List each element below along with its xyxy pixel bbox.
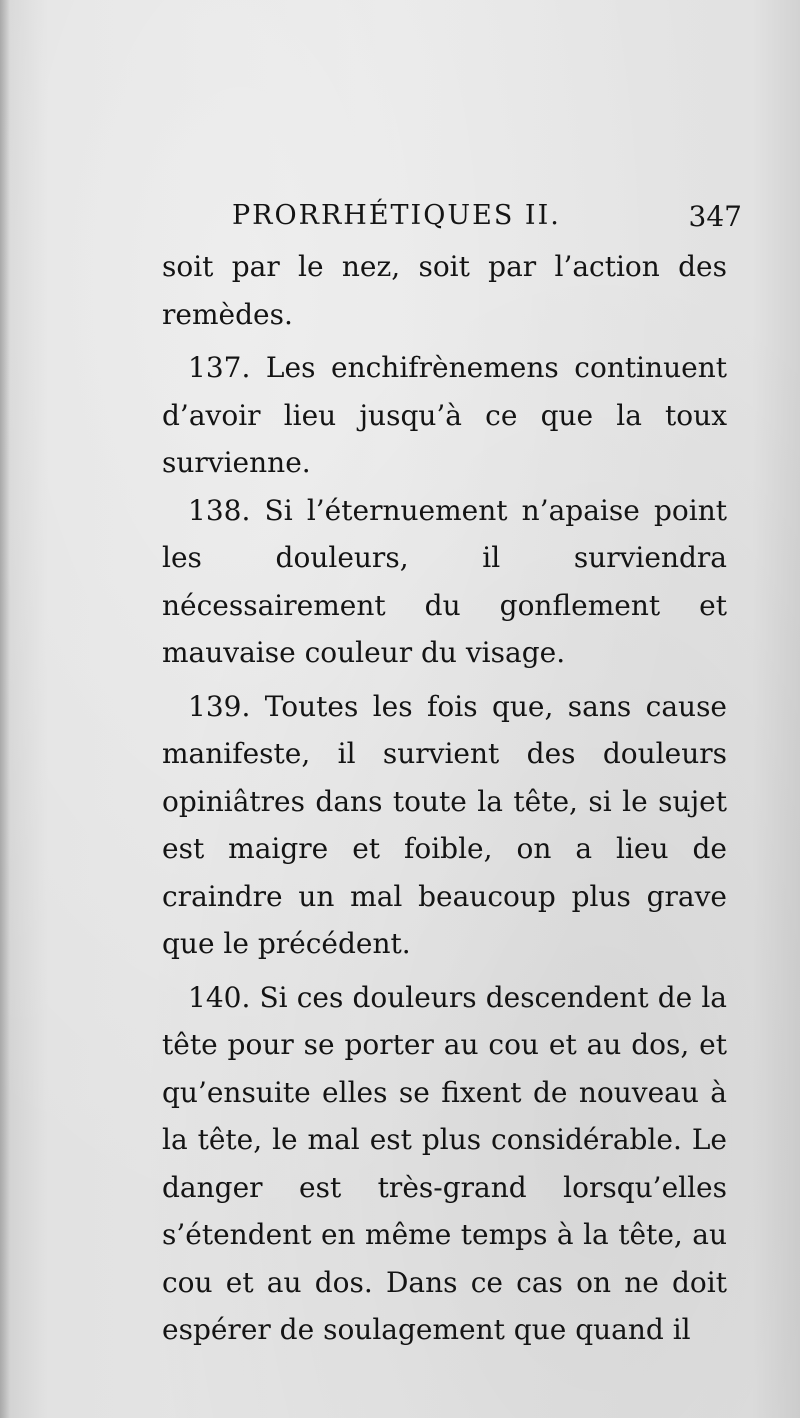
paragraph-number: 138. — [188, 493, 251, 527]
page-edge-shadow — [0, 0, 10, 1418]
paragraph-number: 139. — [188, 689, 251, 723]
paragraph-139 — [162, 683, 727, 968]
page-body — [162, 243, 727, 1354]
paragraph-text: Toutes les fois que, sans cause manifeste, il survient des douleurs opiniâtres dans toute la tête, si le sujet est maigre et foible, on a lieu de craindre un mal beaucoup plus grave que le précédent. — [162, 689, 728, 960]
paragraph-text: Les enchifrènemens continuent d’avoir lieu jusqu’à ce que la toux survienne. — [162, 351, 727, 479]
page-header — [232, 200, 742, 240]
paragraph-text: Si l’éternuement n’apaise point les douleurs, il surviendra nécessairement du gonflement et mauvaise couleur du visage. — [162, 493, 727, 669]
paragraph-140 — [162, 974, 727, 1354]
paragraph-text: soit par le nez, soit par l’action des remèdes. — [162, 250, 727, 331]
paragraph-number: 137. — [188, 351, 251, 384]
page-number: 347 — [688, 200, 742, 233]
paragraph-continuation — [162, 243, 727, 338]
paragraph-138 — [162, 487, 727, 677]
paragraph-137 — [162, 344, 727, 487]
paragraph-number: 140. — [188, 980, 251, 1014]
running-title: PRORRHÉTIQUES II. — [232, 200, 561, 231]
paragraph-text: Si ces douleurs descendent de la tête pour se porter au cou et au dos, et qu’ensuite elles se fixent de nouveau à la tête, le mal est plus considérable. Le danger est très-grand lorsqu’elles s’étendent en même temps à la tête, au cou et au dos. Dans ce cas on ne doit espérer de soulagement que quand il — [162, 980, 727, 1346]
